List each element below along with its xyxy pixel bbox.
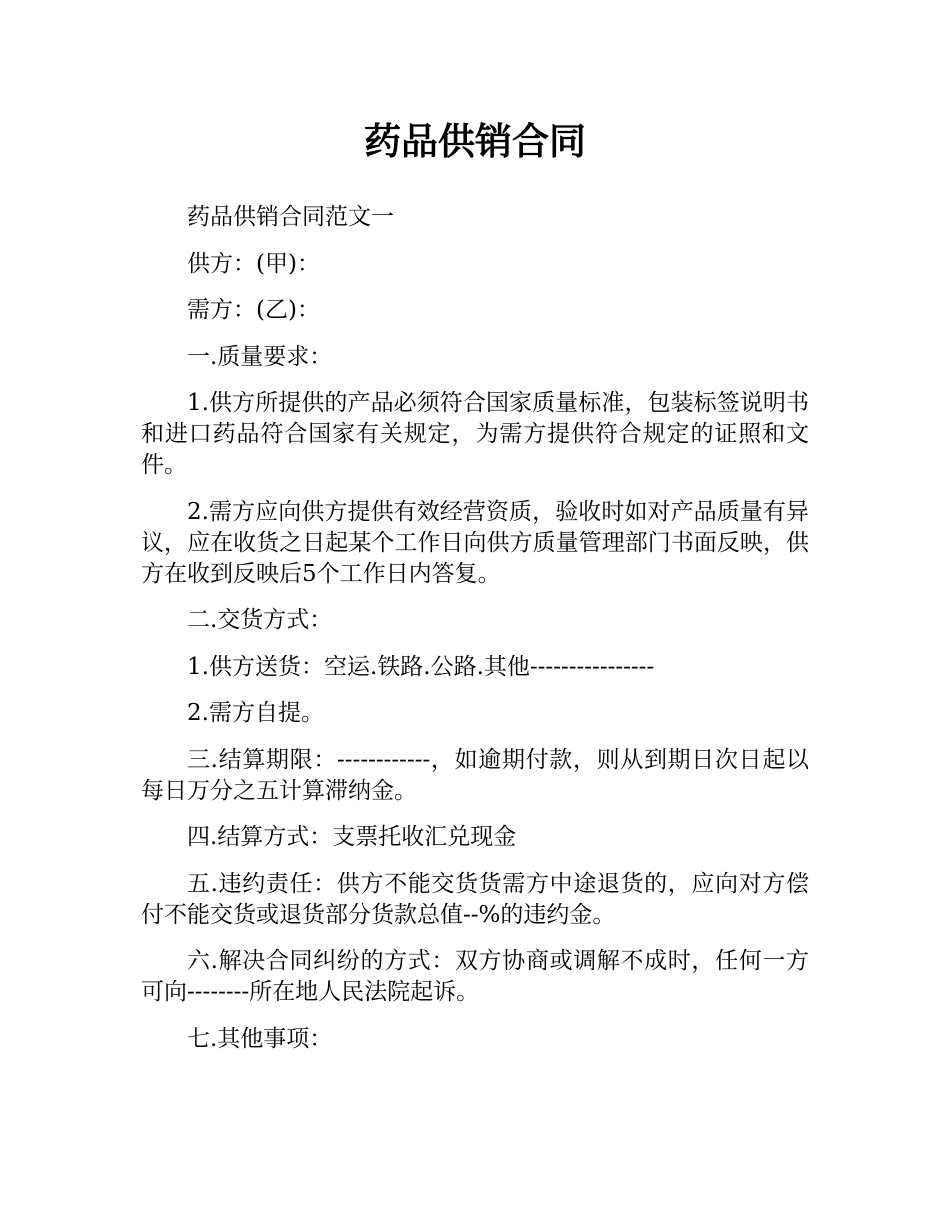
section-liability: 五.违约责任：供方不能交货货需方中途退货的，应向对方偿付不能交货或退货部分货款总值--%的违约金。	[141, 870, 809, 928]
contract-body	[141, 202, 809, 1070]
quality-clause-1: 1.供方所提供的产品必须符合国家质量标准，包装标签说明书和进口药品符合国家有关规定，为需方提供符合规定的证照和文件。	[141, 390, 809, 478]
section-delivery-heading: 二.交货方式：	[187, 607, 333, 633]
delivery-clause-2: 2.需方自提。	[187, 700, 324, 726]
paragraph-heading-sample: 药品供销合同范文一	[187, 204, 394, 230]
delivery-clause-1: 1.供方送货：空运.铁路.公路.其他----------------	[187, 653, 655, 680]
section-other-matters: 七.其他事项：	[187, 1025, 333, 1052]
section-settlement-period: 三.结算期限：------------，如逾期付款，则从到期日次日起以每日万分之五计算滞纳金。	[141, 746, 809, 804]
paragraph-supplier: 供方：(甲)：	[187, 250, 320, 277]
paragraph-buyer: 需方：(乙)：	[187, 297, 320, 323]
section-dispute: 六.解决合同纠纷的方式：双方协商或调解不成时，任何一方可向--------所在地人民法院起诉。	[141, 948, 809, 1005]
section-quality-heading: 一.质量要求：	[187, 343, 333, 370]
section-settlement-method: 四.结算方式：支票托收汇兑现金	[187, 824, 517, 850]
document-title: 药品供销合同	[364, 120, 586, 163]
quality-clause-2: 2.需方应向供方提供有效经营资质，验收时如对产品质量有异议，应在收货之日起某个工作日向供方质量管理部门书面反映，供方在收到反映后5个工作日内答复。	[141, 498, 809, 587]
